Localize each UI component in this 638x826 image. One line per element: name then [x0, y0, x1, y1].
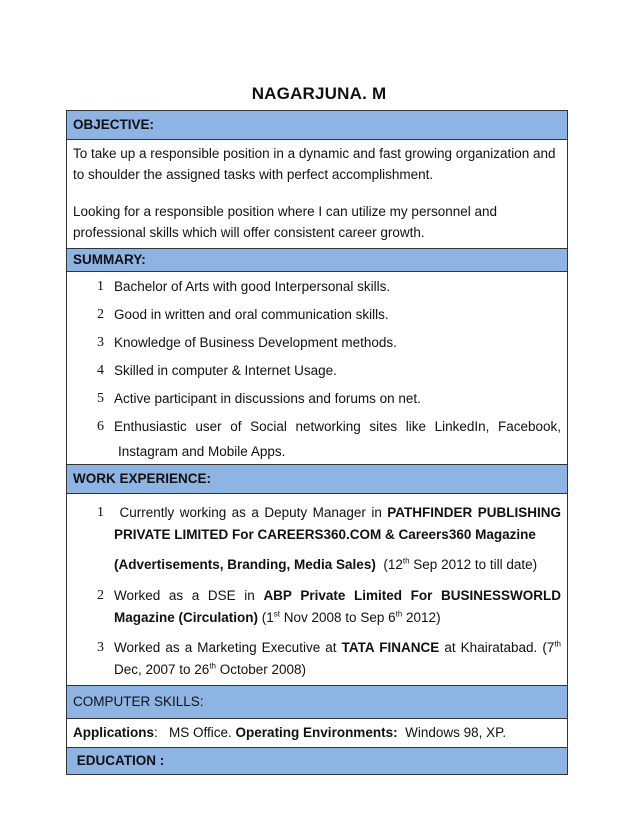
objective-heading: OBJECTIVE:: [67, 111, 567, 140]
objective-paragraph-1: To take up a responsible position in a dynamic and fast growing organization and to shoulder the assigned tasks with perfect accomplishment.: [73, 146, 556, 182]
computer-skills-section: Applications: MS Office. Operating Environments: Windows 98, XP.: [67, 719, 567, 748]
objective-paragraph-2: Looking for a responsible position where I can utilize my personnel and professional skills which will offer consistent career growth.: [73, 204, 497, 240]
work-item: 3 Worked as a Marketing Executive at TATA FINANCE at Khairatabad. (7th Dec, 2007 to 26th October 2008): [97, 639, 561, 677]
computer-skills-heading: COMPUTER SKILLS:: [67, 686, 567, 719]
resume-table: [66, 110, 568, 775]
work-experience-heading: WORK EXPERIENCE:: [67, 465, 567, 494]
work-item: 1 Currently working as a Deputy Manager in PATHFINDER PUBLISHING PRIVATE LIMITED For CAREERS360.COM & Careers360 Magazine (Advertisements, Branding, Media Sales) (12th Sep 2012 to till date): [97, 505, 562, 572]
summary-item: 4 Skilled in computer & Internet Usage.: [97, 363, 337, 378]
summary-item: 1 Bachelor of Arts with good Interpersonal skills.: [97, 279, 391, 294]
summary-item: 3 Knowledge of Business Development methods.: [97, 335, 397, 350]
work-experience-section: [67, 494, 567, 686]
candidate-name: NAGARJUNA. M: [251, 84, 387, 103]
summary-item: 2 Good in written and oral communication skills.: [97, 307, 389, 322]
objective-section: [67, 140, 567, 249]
summary-item: 5 Active participant in discussions and forums on net.: [97, 391, 421, 406]
education-heading: EDUCATION :: [67, 748, 567, 774]
summary-section: [67, 272, 567, 465]
work-item: 2 Worked as a DSE in ABP Private Limited For BUSINESSWORLD Magazine (Circulation) (1st Nov 2008 to Sep 6th 2012): [97, 588, 561, 625]
summary-heading: SUMMARY:: [67, 249, 567, 272]
summary-item: 6 Enthusiastic user of Social networking sites like LinkedIn, Facebook, Instagram and Mobile Apps.: [97, 419, 561, 459]
